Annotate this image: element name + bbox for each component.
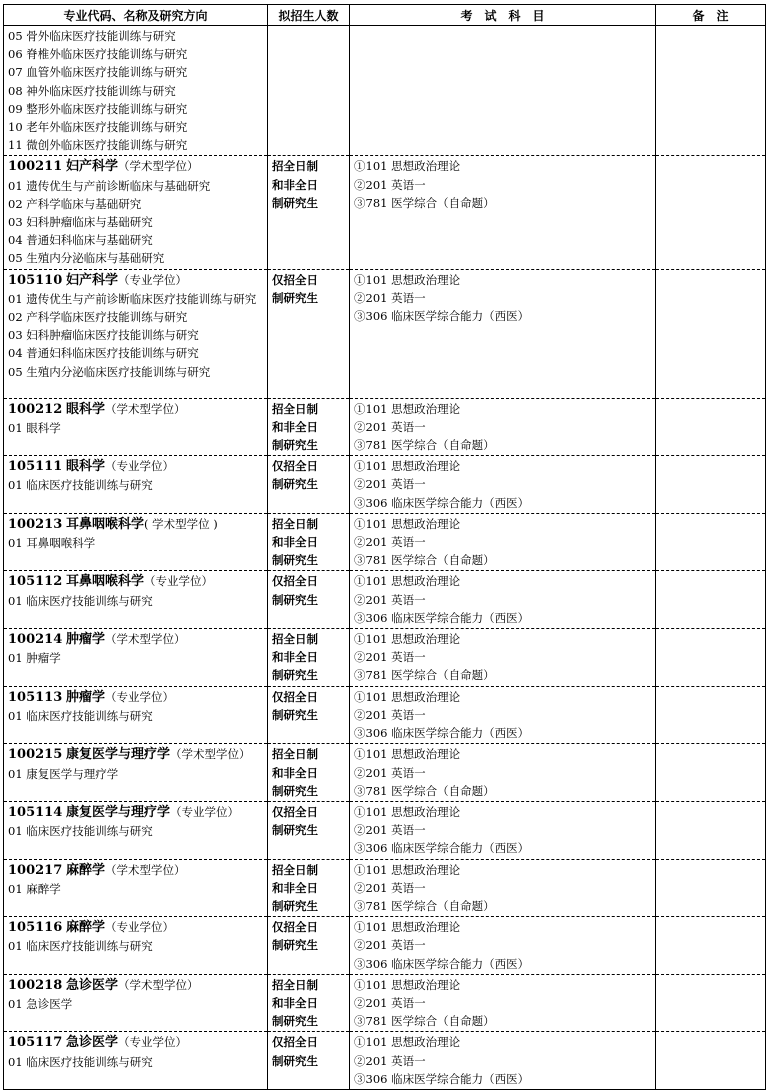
research-direction: 01 临床医疗技能训练与研究 xyxy=(8,708,153,723)
major-degree: （学术型学位） xyxy=(169,747,251,762)
quota-text: 和非全日 xyxy=(272,535,318,550)
table-row xyxy=(4,156,766,269)
major-title xyxy=(8,803,267,822)
major-code: 100213 xyxy=(8,516,63,532)
major-cell xyxy=(4,801,268,859)
major-degree: （学术型学位） xyxy=(104,401,186,416)
exam-cell xyxy=(350,1032,656,1090)
major-degree: （学术型学位） xyxy=(104,632,186,647)
research-direction: 01 遗传优生与产前诊断临床与基础研究 xyxy=(8,178,211,193)
major-cell xyxy=(4,859,268,917)
quota-text: 招全日制 xyxy=(272,747,318,762)
table-row xyxy=(4,917,766,975)
table-row xyxy=(4,269,766,398)
quota-text: 制研究生 xyxy=(272,823,318,838)
table-row xyxy=(4,571,766,629)
major-degree: （专业学位） xyxy=(104,459,174,474)
major-name: 麻醉学 xyxy=(65,862,105,878)
table-body xyxy=(4,26,766,1090)
table-row xyxy=(4,456,766,514)
research-direction: 01 临床医疗技能训练与研究 xyxy=(8,593,153,608)
table-row xyxy=(4,513,766,571)
quota-text: 制研究生 xyxy=(272,290,318,305)
research-direction: 01 肿瘤学 xyxy=(8,651,61,666)
exam-subject: ③781 医学综合（自命题） xyxy=(354,783,495,798)
quota-cell xyxy=(268,513,350,571)
quota-text: 招全日制 xyxy=(272,862,318,877)
quota-cell xyxy=(268,801,350,859)
major-name: 耳鼻咽喉科学 xyxy=(65,574,144,590)
quota-text: 制研究生 xyxy=(272,438,318,453)
quota-text: 和非全日 xyxy=(272,419,318,434)
header-quota: 拟招生人数 xyxy=(268,5,350,26)
notes-cell xyxy=(656,801,766,859)
major-title xyxy=(8,745,267,764)
quota-cell xyxy=(268,686,350,744)
quota-text: 招全日制 xyxy=(272,516,318,531)
quota-text: 制研究生 xyxy=(272,195,318,210)
major-title xyxy=(8,457,267,476)
major-title xyxy=(8,976,267,995)
quota-text: 和非全日 xyxy=(272,765,318,780)
major-code: 100214 xyxy=(8,632,63,648)
quota-cell xyxy=(268,398,350,456)
major-degree: ( 学术型学位 ) xyxy=(143,516,218,531)
exam-subject: ①101 思想政治理论 xyxy=(354,804,461,819)
major-degree: （学术型学位） xyxy=(117,977,199,992)
major-code: 100211 xyxy=(8,159,63,175)
major-name: 肿瘤学 xyxy=(65,689,105,705)
research-direction: 11 微创外临床医疗技能训练与研究 xyxy=(8,138,188,153)
major-cell xyxy=(4,744,268,802)
quota-cell xyxy=(268,456,350,514)
exam-subject: ②201 英语一 xyxy=(354,823,426,838)
exam-subject: ①101 思想政治理论 xyxy=(354,159,461,174)
notes-cell xyxy=(656,917,766,975)
header-major: 专业代码、名称及研究方向 xyxy=(4,5,268,26)
major-degree: （学术型学位） xyxy=(104,862,186,877)
exam-subject: ①101 思想政治理论 xyxy=(354,1035,461,1050)
exam-subject: ③781 医学综合（自命题） xyxy=(354,553,495,568)
exam-subject: ②201 英语一 xyxy=(354,1053,426,1068)
exam-subject: ②201 英语一 xyxy=(354,650,426,665)
major-title xyxy=(8,572,267,591)
research-direction: 09 整形外临床医疗技能训练与研究 xyxy=(8,101,188,116)
table-row xyxy=(4,398,766,456)
quota-cell xyxy=(268,859,350,917)
exam-subject: ①101 思想政治理论 xyxy=(354,862,461,877)
notes-cell xyxy=(656,269,766,398)
exam-cell xyxy=(350,744,656,802)
exam-subject: ③781 医学综合（自命题） xyxy=(354,1014,495,1029)
major-code: 100212 xyxy=(8,401,63,417)
notes-cell xyxy=(656,974,766,1032)
major-cell xyxy=(4,513,268,571)
major-code: 100217 xyxy=(8,862,63,878)
exam-subject: ①101 思想政治理论 xyxy=(354,920,461,935)
notes-cell xyxy=(656,686,766,744)
notes-cell xyxy=(656,456,766,514)
major-cell xyxy=(4,1032,268,1090)
quota-text: 招全日制 xyxy=(272,401,318,416)
research-direction: 01 康复医学与理疗学 xyxy=(8,766,119,781)
table-row xyxy=(4,801,766,859)
research-direction: 01 临床医疗技能训练与研究 xyxy=(8,824,153,839)
quota-cell xyxy=(268,1032,350,1090)
quota-text: 制研究生 xyxy=(272,707,318,722)
quota-text: 制研究生 xyxy=(272,1053,318,1068)
major-name: 耳鼻咽喉科学 xyxy=(65,516,144,532)
quota-cell xyxy=(268,744,350,802)
header-row xyxy=(4,5,766,26)
major-title xyxy=(8,157,267,176)
quota-text: 仅招全日 xyxy=(272,459,318,474)
research-direction: 02 产科学临床与基础研究 xyxy=(8,196,142,211)
quota-cell xyxy=(268,917,350,975)
header-exams: 考 试 科 目 xyxy=(350,5,656,26)
exam-subject: ②201 英语一 xyxy=(354,880,426,895)
research-direction: 07 血管外临床医疗技能训练与研究 xyxy=(8,65,188,80)
exam-subject: ②201 英语一 xyxy=(354,177,426,192)
quota-text: 和非全日 xyxy=(272,995,318,1010)
exam-subject: ②201 英语一 xyxy=(354,290,426,305)
quota-cell xyxy=(268,629,350,687)
table-row xyxy=(4,686,766,744)
major-name: 眼科学 xyxy=(65,459,105,475)
quota-text: 制研究生 xyxy=(272,668,318,683)
research-direction: 01 临床医疗技能训练与研究 xyxy=(8,1054,153,1069)
major-code: 105113 xyxy=(8,689,63,705)
major-code: 105112 xyxy=(8,574,63,590)
major-degree: （学术型学位） xyxy=(117,159,199,174)
exam-subject: ③781 医学综合（自命题） xyxy=(354,438,495,453)
exam-subject: ①101 思想政治理论 xyxy=(354,977,461,992)
header-notes: 备 注 xyxy=(656,5,766,26)
notes-cell xyxy=(656,513,766,571)
exam-cell xyxy=(350,571,656,629)
exam-subject: ①101 思想政治理论 xyxy=(354,632,461,647)
table-row xyxy=(4,974,766,1032)
admission-table xyxy=(3,4,766,1090)
exam-cell xyxy=(350,629,656,687)
table-row xyxy=(4,1032,766,1090)
table-row xyxy=(4,26,766,156)
exam-cell xyxy=(350,269,656,398)
major-title xyxy=(8,1033,267,1052)
quota-text: 和非全日 xyxy=(272,880,318,895)
exam-cell xyxy=(350,398,656,456)
quota-text: 制研究生 xyxy=(272,592,318,607)
major-code: 105114 xyxy=(8,804,63,820)
exam-subject: ③781 医学综合（自命题） xyxy=(354,195,495,210)
major-degree: （专业学位） xyxy=(104,689,174,704)
major-title xyxy=(8,688,267,707)
exam-cell xyxy=(350,686,656,744)
quota-cell xyxy=(268,26,350,156)
research-direction: 03 妇科肿瘤临床医疗技能训练与研究 xyxy=(8,328,199,343)
major-cell xyxy=(4,156,268,269)
major-cell xyxy=(4,629,268,687)
major-degree: （专业学位） xyxy=(104,920,174,935)
quota-text: 仅招全日 xyxy=(272,574,318,589)
major-cell xyxy=(4,571,268,629)
exam-subject: ②201 英语一 xyxy=(354,535,426,550)
major-name: 眼科学 xyxy=(65,401,105,417)
notes-cell xyxy=(656,859,766,917)
table-row xyxy=(4,744,766,802)
major-name: 康复医学与理疗学 xyxy=(65,804,170,820)
quota-cell xyxy=(268,156,350,269)
exam-subject: ①101 思想政治理论 xyxy=(354,574,461,589)
major-title xyxy=(8,861,267,880)
notes-cell xyxy=(656,1032,766,1090)
notes-cell xyxy=(656,571,766,629)
major-cell xyxy=(4,974,268,1032)
notes-cell xyxy=(656,156,766,269)
exam-cell xyxy=(350,26,656,156)
exam-cell xyxy=(350,801,656,859)
major-degree: （专业学位） xyxy=(117,1035,187,1050)
exam-cell xyxy=(350,513,656,571)
exam-subject: ③306 临床医学综合能力（西医） xyxy=(354,1071,530,1086)
major-code: 100215 xyxy=(8,747,63,763)
major-name: 康复医学与理疗学 xyxy=(65,747,170,763)
major-cell xyxy=(4,398,268,456)
research-direction: 03 妇科肿瘤临床与基础研究 xyxy=(8,215,153,230)
research-direction: 01 遗传优生与产前诊断临床医疗技能训练与研究 xyxy=(8,291,257,306)
quota-cell xyxy=(268,571,350,629)
research-direction: 01 眼科学 xyxy=(8,420,61,435)
exam-subject: ①101 思想政治理论 xyxy=(354,516,461,531)
major-cell xyxy=(4,456,268,514)
exam-subject: ③306 临床医学综合能力（西医） xyxy=(354,610,530,625)
exam-subject: ②201 英语一 xyxy=(354,592,426,607)
exam-cell xyxy=(350,156,656,269)
exam-cell xyxy=(350,917,656,975)
research-direction: 05 生殖内分泌临床医疗技能训练与研究 xyxy=(8,364,211,379)
quota-text: 制研究生 xyxy=(272,898,318,913)
exam-cell xyxy=(350,859,656,917)
quota-text: 制研究生 xyxy=(272,477,318,492)
quota-text: 仅招全日 xyxy=(272,689,318,704)
major-name: 麻醉学 xyxy=(65,920,105,936)
research-direction: 02 产科学临床医疗技能训练与研究 xyxy=(8,310,188,325)
quota-text: 和非全日 xyxy=(272,177,318,192)
exam-cell xyxy=(350,974,656,1032)
major-name: 急诊医学 xyxy=(65,1035,118,1051)
quota-text: 制研究生 xyxy=(272,1014,318,1029)
research-direction: 01 耳鼻咽喉科学 xyxy=(8,536,96,551)
major-code: 105111 xyxy=(8,459,63,475)
major-code: 100218 xyxy=(8,977,63,993)
exam-subject: ③306 临床医学综合能力（西医） xyxy=(354,495,530,510)
research-direction: 06 脊椎外临床医疗技能训练与研究 xyxy=(8,47,188,62)
major-degree: （专业学位） xyxy=(143,574,213,589)
quota-cell xyxy=(268,974,350,1032)
exam-subject: ②201 英语一 xyxy=(354,995,426,1010)
exam-subject: ②201 英语一 xyxy=(354,419,426,434)
research-direction: 08 神外临床医疗技能训练与研究 xyxy=(8,83,176,98)
exam-cell xyxy=(350,456,656,514)
exam-subject: ③306 临床医学综合能力（西医） xyxy=(354,956,530,971)
notes-cell xyxy=(656,26,766,156)
major-title xyxy=(8,630,267,649)
quota-text: 仅招全日 xyxy=(272,920,318,935)
exam-subject: ②201 英语一 xyxy=(354,707,426,722)
major-code: 105116 xyxy=(8,920,63,936)
major-name: 妇产科学 xyxy=(65,159,118,175)
research-direction: 05 生殖内分泌临床与基础研究 xyxy=(8,251,165,266)
notes-cell xyxy=(656,744,766,802)
exam-subject: ①101 思想政治理论 xyxy=(354,747,461,762)
research-direction: 10 老年外临床医疗技能训练与研究 xyxy=(8,120,188,135)
research-direction: 01 临床医疗技能训练与研究 xyxy=(8,939,153,954)
table-row xyxy=(4,859,766,917)
exam-subject: ②201 英语一 xyxy=(354,938,426,953)
exam-subject: ①101 思想政治理论 xyxy=(354,272,461,287)
major-degree: （专业学位） xyxy=(169,804,239,819)
major-cell xyxy=(4,26,268,156)
quota-text: 招全日制 xyxy=(272,977,318,992)
quota-text: 仅招全日 xyxy=(272,804,318,819)
major-title xyxy=(8,271,267,290)
major-name: 妇产科学 xyxy=(65,272,118,288)
major-title xyxy=(8,515,267,534)
major-degree: （专业学位） xyxy=(117,272,187,287)
major-cell xyxy=(4,917,268,975)
major-title xyxy=(8,918,267,937)
research-direction: 04 普通妇科临床与基础研究 xyxy=(8,233,153,248)
notes-cell xyxy=(656,629,766,687)
exam-subject: ①101 思想政治理论 xyxy=(354,689,461,704)
major-cell xyxy=(4,686,268,744)
major-name: 急诊医学 xyxy=(65,977,118,993)
major-cell xyxy=(4,269,268,398)
exam-subject: ③306 临床医学综合能力（西医） xyxy=(354,841,530,856)
exam-subject: ①101 思想政治理论 xyxy=(354,401,461,416)
exam-subject: ②201 英语一 xyxy=(354,477,426,492)
exam-subject: ③306 临床医学综合能力（西医） xyxy=(354,309,530,324)
quota-text: 仅招全日 xyxy=(272,272,318,287)
major-name: 肿瘤学 xyxy=(65,632,105,648)
research-direction: 05 骨外临床医疗技能训练与研究 xyxy=(8,29,176,43)
exam-subject: ③306 临床医学综合能力（西医） xyxy=(354,726,530,741)
quota-text: 招全日制 xyxy=(272,632,318,647)
research-direction: 01 临床医疗技能训练与研究 xyxy=(8,478,153,493)
notes-cell xyxy=(656,398,766,456)
research-direction: 01 麻醉学 xyxy=(8,881,61,896)
major-title xyxy=(8,400,267,419)
quota-cell xyxy=(268,269,350,398)
quota-text: 和非全日 xyxy=(272,650,318,665)
exam-subject: ③781 医学综合（自命题） xyxy=(354,898,495,913)
quota-text: 制研究生 xyxy=(272,783,318,798)
quota-text: 制研究生 xyxy=(272,553,318,568)
research-direction: 04 普通妇科临床医疗技能训练与研究 xyxy=(8,346,199,361)
research-direction: 01 急诊医学 xyxy=(8,996,73,1011)
exam-subject: ②201 英语一 xyxy=(354,765,426,780)
major-code: 105110 xyxy=(8,272,63,288)
quota-text: 仅招全日 xyxy=(272,1035,318,1050)
quota-text: 制研究生 xyxy=(272,938,318,953)
exam-subject: ①101 思想政治理论 xyxy=(354,459,461,474)
major-code: 105117 xyxy=(8,1035,63,1051)
quota-text: 招全日制 xyxy=(272,159,318,174)
exam-subject: ③781 医学综合（自命题） xyxy=(354,668,495,683)
table-row xyxy=(4,629,766,687)
